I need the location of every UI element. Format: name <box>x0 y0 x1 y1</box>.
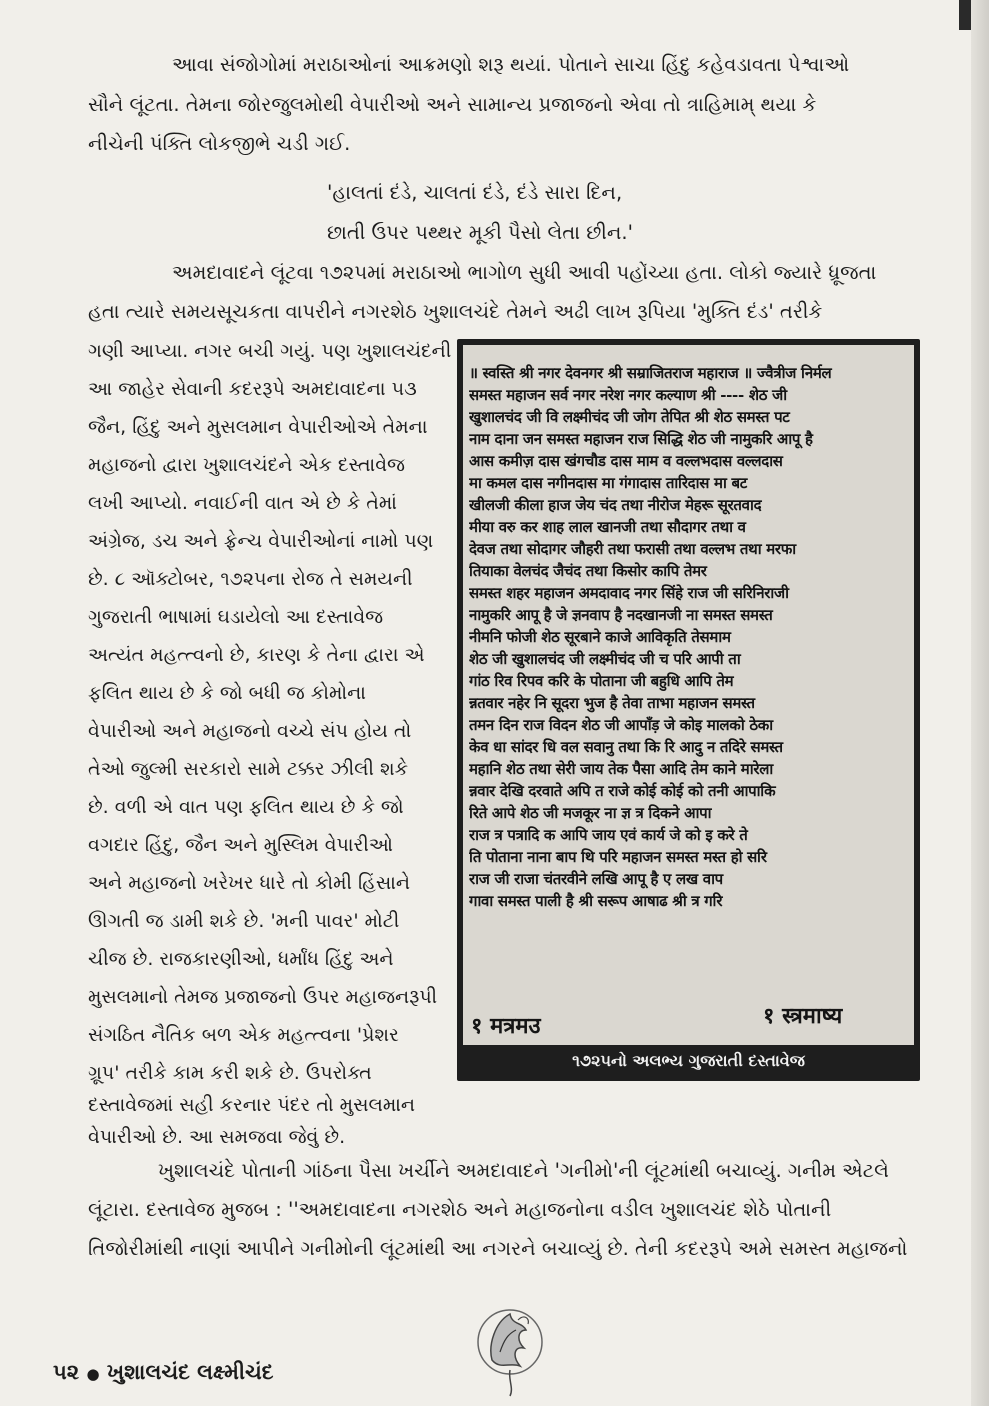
column-line: આ જાહેર સેવાની કદરરૂપે અમદાવાદના ૫૩ <box>88 378 417 400</box>
intro-line-2: સૌને લૂંટતા. તેમના જોરજુલમોથી વેપારીઓ અને સામાન્ય પ્રજાજનો એવા તો ત્રાહિમામ્ થયા કે <box>88 93 817 116</box>
para3-line-1: ખુશાલચંદે પોતાની ગાંઠના પૈસા ખર્ચીને અમદાવાદને 'ગનીમો'ની લૂંટમાંથી બચાવ્યું. ગનીમ એટલે <box>158 1159 889 1182</box>
para2-line-2: હતા ત્યારે સમયસૂચકતા વાપરીને નગરશેઠ ખુશાલચંદે તેમને અઢી લાખ રૂપિયા 'મુક્તિ દંડ' તરીકે <box>88 300 823 323</box>
book-title: ખુશાલચંદ લક્ષ્મીચંદ <box>106 1360 274 1384</box>
figure-caption: ૧૭૨૫નો અલભ્ય ગુજરાતી દસ્તાવેજ <box>572 1051 805 1070</box>
footer-bullet: ● <box>86 1365 100 1383</box>
column-line: છે. વળી એ વાત પણ ફલિત થાય છે કે જો <box>88 796 404 818</box>
page-footer <box>53 1360 274 1385</box>
signature-right: १ स्त्रमाष्य <box>763 1003 843 1029</box>
column-line: ફલિત થાય છે કે જો બધી જ કોમોના <box>88 682 366 704</box>
column-line: અંગ્રેજ, ડચ અને ફ્રેન્ચ વેપારીઓનાં નામો પણ <box>88 530 434 552</box>
para3-line-3: તિજોરીમાંથી નાણાં આપીને ગનીમોની લૂંટમાંથી આ નગરને બચાવ્યું છે. તેની કદરરૂપે અમે સમસ્ત મહાજનો <box>88 1237 908 1260</box>
column-line: સંગઠિત નૈતિક બળ એક મહત્ત્વના 'પ્રેશર <box>88 1024 399 1046</box>
column-line: મુસલમાનો તેમજ પ્રજાજનો ઉપર મહાજનરૂપી <box>88 986 438 1008</box>
column-line: મહાજનો દ્વારા ખુશાલચંદને એક દસ્તાવેજ <box>88 454 406 476</box>
column-line: જૈન, હિંદુ અને મુસલમાન વેપારીઓએ તેમના <box>88 416 428 438</box>
column-line: વેપારીઓ અને મહાજનો વચ્ચે સંપ હોય તો <box>88 720 412 742</box>
column-line: તેઓ જુલ્મી સરકારો સામે ટક્કર ઝીલી શકે <box>88 758 409 780</box>
page-edge <box>971 0 989 1406</box>
verse-line-2: છાતી ઉપર પથ્થર મૂકી પૈસો લેતા છીન.' <box>327 221 633 244</box>
column-line: ચીજ છે. રાજકારણીઓ, ધર્માંધ હિંદુ અને <box>88 948 394 970</box>
decorative-emblem-icon <box>470 1300 550 1400</box>
column-line: વેપારીઓ છે. આ સમજવા જેવું છે. <box>88 1126 346 1148</box>
column-line: અત્યંત મહત્ત્વનો છે, કારણ કે તેના દ્વારા એ <box>88 644 425 666</box>
page-number: ૫૨ <box>53 1360 80 1384</box>
column-line: છે. ૮ ઑક્ટોબર, ૧૭૨૫ના રોજ તે સમયની <box>88 568 413 590</box>
para3-line-2: લૂંટારા. દસ્તાવેજ મુજબ : ''અમદાવાદના નગરશેઠ અને મહાજનોના વડીલ ખુશાલચંદ શેઠે પોતાની <box>88 1198 832 1221</box>
column-line: ગણી આપ્યા. નગર બચી ગયું. પણ ખુશાલચંદની <box>88 340 452 362</box>
signature-left: १ मत्रमउ <box>471 1013 541 1039</box>
column-line: દસ્તાવેજમાં સહી કરનાર પંદર તો મુસલમાન <box>88 1094 416 1116</box>
column-line: ગુજરાતી ભાષામાં ઘડાયેલો આ દસ્તાવેજ <box>88 606 384 628</box>
manuscript-figure <box>457 339 920 1081</box>
column-line: અને મહાજનો ખરેખર ધારે તો કોમી હિંસાને <box>88 872 411 894</box>
para2-line-1: અમદાવાદને લૂંટવા ૧૭૨૫માં મરાઠાઓ ભાગોળ સુધી આવી પહોંચ્યા હતા. લોકો જ્યારે ધ્રૂજતા <box>172 261 877 284</box>
manuscript-image: ॥ स्वस्ति श्री नगर देवनगर श्री सम्राजितराज महाराज ॥ ज्वैत्रीज निर्मल समस्त महाजन सर्व नगर नरेश नगर कल्याण श्री ---- शेठ जी खुशालचंद जी वि लक्ष्मीचंद जी जोग तेपित श्री शेठ समस्त पट नाम दाना जन समस्त महाजन राज सिद्धि शेठ जी नामुकरि आपू है आस कमीज़ दास खंगचौड दास माम व वल्लभदास वल्लदास मा कमल दास नगीनदास मा गंगादास तारिदास मा बट खीलजी कीला हाज जेय चंद तथा नीरोज मेहरू सूरतवाद मीया वरु कर शाह लाल खानजी तथा सौदागर तथा व देवज तथा सोदागर जौहरी तथा फरासी तथा वल्लभ तथा मरफा तियाका वेलचंद जैचंद तथा किसोर कापि तेमर समस्त शहर महाजन अमदावाद नगर सिंहे राज जी सरिनिराजी नामुकरि आपू है जे ज्ञनवाप है नदखानजी ना समस्त समस्त नीमनि फोजी शेठ सूरबाने काजे आविकृति तेसमाम शेठ जी खुशालचंद जी लक्ष्मीचंद जी च परि आपी ता गांठ रिव रिपव करि के पोताना जी बहुधि आपि तेम न्नतवार नहेर नि सूदरा भुज है तेवा ताभा महाजन समस्त तमन दिन राज विदन शेठ जी आपाँड़ जे कोइ मालको ठेका केव धा सांदर धि वल सवानु तथा कि रि आदु न तदिरे समस्त महानि शेठ तथा सेरी जाय तेक पैसा आदि तेम काने मारेला न्नवार देखि दरवाते अपि त राजे कोई कोई को तनी आपाकि रिते आपे शेठ जी मजकूर ना ज्ञ त्र दिकने आपा राज त्र पत्रादि क आपि जाय एवं कार्य जे को इ करे ते ति पोताना नाना बाप थि परि महाजन समस्त मस्त हो सरि राज जी राजा चंतरवीने लखि आपू है ए लख वाप गावा समस्त पाली है श्री सरूप आषाढ श्री त्र गरि १ मत्रमउ १ स्त्रमाष्य <box>463 345 914 1045</box>
intro-line-1: આવા સંજોગોમાં મરાઠાઓનાં આક્રમણો શરૂ થયાં. પોતાને સાચા હિંદુ કહેવડાવતા પેશ્વાઓ <box>172 53 850 76</box>
column-line: ઊગતી જ ડામી શકે છે. 'મની પાવર' મોટી <box>88 910 400 932</box>
intro-line-3: નીચેની પંક્તિ લોકજીભે ચડી ગઈ. <box>88 132 351 155</box>
column-line: ગ્રૂપ' તરીકે કામ કરી શકે છે. ઉપરોક્ત <box>88 1062 372 1084</box>
column-line: વગદાર હિંદુ, જૈન અને મુસ્લિમ વેપારીઓ <box>88 834 393 856</box>
column-line: લખી આપ્યો. નવાઈની વાત એ છે કે તેમાં <box>88 492 397 514</box>
verse-line-1: 'હાલતાં દંડે, ચાલતાં દંડે, દંડે સારા દિન, <box>327 181 623 204</box>
